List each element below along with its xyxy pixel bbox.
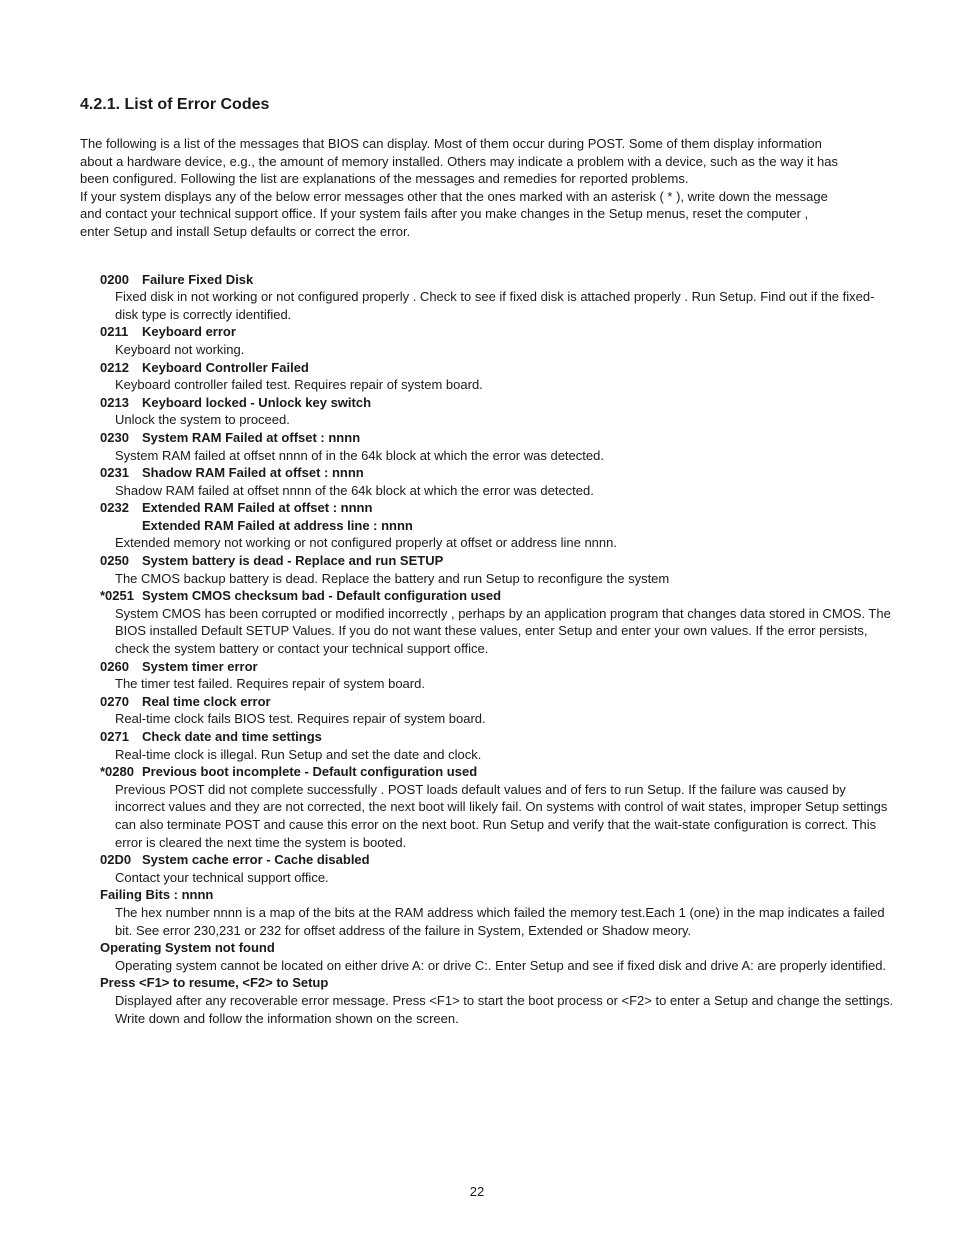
- error-description: The CMOS backup battery is dead. Replace the battery and run Setup to reconfigure the system: [115, 570, 670, 586]
- error-code: *0280: [100, 764, 134, 780]
- error-title-text: System timer error: [142, 658, 258, 674]
- error-entry: [100, 658, 900, 693]
- error-title: [100, 552, 900, 570]
- error-title-text: Check date and time settings: [142, 729, 322, 744]
- error-title: [100, 271, 900, 289]
- error-title: [100, 693, 900, 711]
- error-title-text: Previous boot incomplete - Default configuration used: [142, 764, 478, 780]
- error-description: Real-time clock is illegal. Run Setup and set the date and clock.: [115, 746, 482, 762]
- error-entry: [100, 693, 900, 728]
- error-description: Displayed after any recoverable error message. Press <F1> to start the boot process or <F2> to enter a Setup and change the settings. Write down and follow the information shown on the screen.: [115, 992, 894, 1026]
- error-title-text: Real time clock error: [142, 693, 271, 709]
- error-description: System RAM failed at offset nnnn of in the 64k block at which the error was detected.: [115, 447, 604, 463]
- error-entry: [100, 974, 900, 1027]
- error-entry: [100, 429, 900, 464]
- error-entry: [100, 728, 900, 763]
- error-entry: [100, 587, 900, 657]
- intro-paragraph-1: The following is a list of the messages that BIOS can display. Most of them occur during POST. Some of them display information about a hardware device, e.g., the amount of memory installed. Others may indicate a problem with a device, such as the way it has been configured. Following the list are explanations of the messages and remedies for reported problems.: [80, 136, 838, 187]
- error-title: [100, 359, 900, 377]
- error-description: Keyboard controller failed test. Requires repair of system board.: [115, 377, 483, 393]
- error-title: [100, 658, 900, 676]
- error-description: Keyboard not working.: [115, 341, 245, 357]
- error-code: 0232: [100, 500, 129, 516]
- error-title-text: Keyboard locked - Unlock key switch: [142, 394, 372, 410]
- error-title: [100, 763, 900, 781]
- page-number: 22: [469, 1184, 485, 1199]
- error-description: Shadow RAM failed at offset nnnn of the 64k block at which the error was detected.: [115, 482, 594, 498]
- error-entry: [100, 499, 900, 552]
- error-title-text: System battery is dead - Replace and run SETUP: [142, 553, 444, 569]
- error-title-text: Operating System not found: [100, 940, 275, 956]
- error-entry: [100, 763, 900, 851]
- error-code: *0251: [100, 588, 134, 604]
- error-entry: [100, 939, 900, 974]
- intro-paragraph-2: If your system displays any of the below error messages other that the ones marked with an asterisk ( * ), write down the message and contact your technical support office. If your system fails after you make changes in the Setup menus, reset the computer , enter Setup and install Setup defaults or correct the error.: [80, 188, 828, 239]
- error-code: 0230: [100, 429, 129, 445]
- error-description: Real-time clock fails BIOS test. Requires repair of system board.: [115, 711, 486, 727]
- error-title-text: System CMOS checksum bad - Default configuration used: [142, 588, 502, 604]
- error-description: Fixed disk in not working or not configured properly . Check to see if fixed disk is attached properly . Run Setup. Find out if the fixed-disk type is correctly identified.: [115, 289, 875, 322]
- error-description: Contact your technical support office.: [115, 869, 329, 885]
- error-entry: [100, 552, 900, 587]
- error-title: [100, 851, 900, 869]
- error-title: [100, 974, 900, 992]
- error-entry: [100, 394, 900, 429]
- error-title: [100, 323, 900, 341]
- error-entry: [100, 851, 900, 886]
- error-title: [100, 464, 900, 482]
- error-description: Operating system cannot be located on either drive A: or drive C:. Enter Setup and see if fixed disk and drive A: are properly identified.: [115, 957, 887, 973]
- error-title: [100, 728, 900, 746]
- section-heading: 4.2.1. List of Error Codes: [80, 96, 270, 113]
- error-code: 0213: [100, 394, 129, 410]
- error-title-text: Press <F1> to resume, <F2> to Setup: [100, 975, 329, 991]
- error-entry: [100, 464, 900, 499]
- error-subtitle: Extended RAM Failed at address line : nnnn: [142, 517, 413, 533]
- error-title-text: System cache error - Cache disabled: [142, 852, 370, 868]
- error-title: [100, 429, 900, 447]
- error-code: 0250: [100, 553, 129, 569]
- error-code: 0211: [100, 324, 129, 340]
- error-code: 0260: [100, 658, 129, 674]
- error-code-list: [80, 271, 900, 1028]
- error-title-text: System RAM Failed at offset : nnnn: [142, 429, 361, 445]
- error-title-text: Failing Bits : nnnn: [100, 887, 214, 903]
- error-code: 0231: [100, 465, 129, 481]
- error-title: [100, 499, 900, 517]
- error-title-text: Failure Fixed Disk: [142, 271, 254, 287]
- error-entry: [100, 323, 900, 358]
- error-entry: [100, 886, 900, 939]
- error-description: The timer test failed. Requires repair of system board.: [115, 676, 425, 692]
- page-content: [80, 94, 900, 1027]
- error-description: Unlock the system to proceed.: [115, 412, 290, 428]
- error-title: [100, 587, 900, 605]
- error-description: Extended memory not working or not configured properly at offset or address line nnnn.: [115, 535, 617, 551]
- error-description: The hex number nnnn is a map of the bits at the RAM address which failed the memory test.Each 1 (one) in the map indicates a failed bit. See error 230,231 or 232 for offset address of the failure in System, Extended or Shadow meory.: [115, 904, 885, 938]
- error-title-text: Keyboard error: [142, 324, 236, 340]
- error-title-text: Shadow RAM Failed at offset : nnnn: [142, 465, 364, 481]
- error-code: 0270: [100, 693, 129, 709]
- error-entry: [100, 271, 900, 324]
- error-description: System CMOS has been corrupted or modified incorrectly , perhaps by an application program that changes data stored in CMOS. The BIOS installed Default SETUP Values. If you do not want these values, enter Setup and enter your own values. If the error persists, check the system battery or contact your technical support office.: [115, 605, 891, 657]
- error-title-text: Keyboard Controller Failed: [142, 359, 309, 375]
- error-title: [100, 886, 900, 904]
- error-code: 0271: [100, 729, 129, 744]
- error-code: 0212: [100, 359, 129, 375]
- error-code: 0200: [100, 271, 129, 287]
- error-title-text: Extended RAM Failed at offset : nnnn: [142, 500, 373, 516]
- error-description: Previous POST did not complete successfully . POST loads default values and of fers to run Setup. If the failure was caused by incorrect values and they are not corrected, the next boot will likely fail. On systems with control of wait states, improper Setup settings can also terminate POST and cause this error on the next boot. Run Setup and verify that the wait-state configuration is correct. This error is cleared the next time the system is booted.: [115, 781, 888, 850]
- error-title: [100, 939, 900, 957]
- error-title: [100, 394, 900, 412]
- error-code: 02D0: [100, 852, 132, 868]
- error-entry: [100, 359, 900, 394]
